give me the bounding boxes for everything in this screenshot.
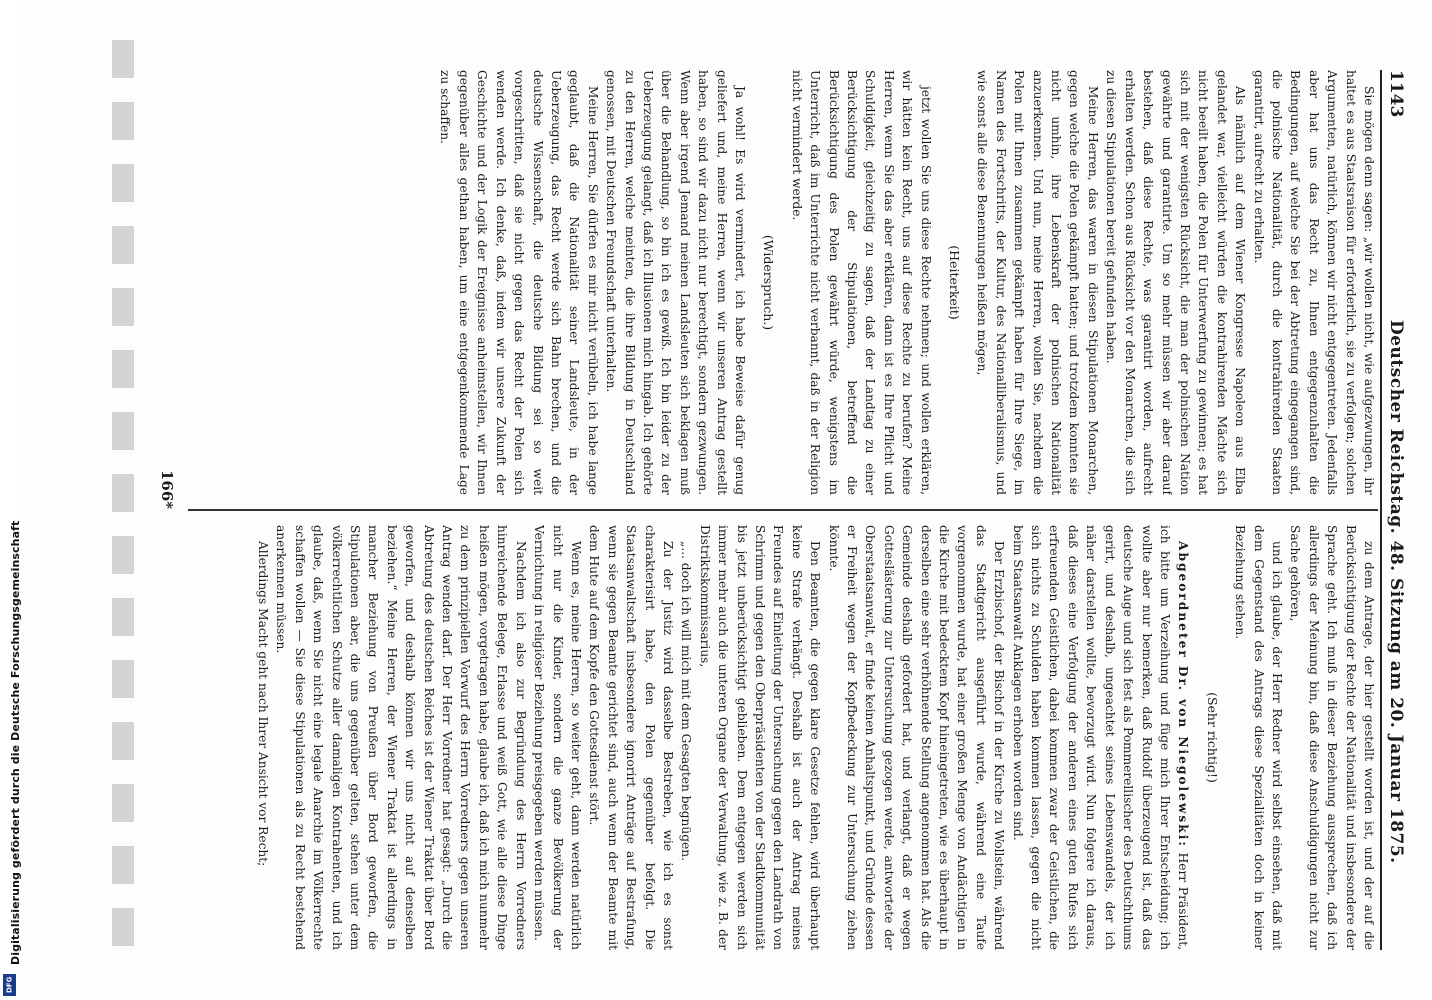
page-title: Deutscher Reichstag. 48. Sitzung am 20. Januar 1875. (1386, 320, 1406, 864)
page-number: 1143 (1386, 70, 1406, 118)
paragraph: Wenn es, meine Herren, so weiter geht, dann werden natürlich nicht nur die Kinder, sondern die ganze Bevölkerung der Vernichtung in religiöser Beziehung preisgegeben werden müssen. (532, 525, 583, 950)
paragraph: Den Beamten, die gegen klare Gesetze fehlen, wird überhaupt keine Strafe verhängt. Deshalb ist auch der Antrag meines Freundes auf Einleitung der Untersuchung gegen den Landrath von Schrimm und gegen den Oberpräsidenten von der Stadtkommunität bis jetzt unberücksichtigt geblieben. Dem entgegen werden sich immer mehr auch die unteren Organe der Verwaltung, wie z. B. der Distriktskommissarius, (697, 525, 823, 950)
scanned-newspaper-page (94, 40, 1414, 965)
interjection: (Heiterkeit) (947, 245, 963, 320)
credit-text: Digitalisierung gefördert durch die Deutsche Forschungsgemeinschaft (9, 520, 22, 965)
paragraph-text: Herr Präsident, ich bitte um Verzeihung und füge mich Ihrer Entscheidung; ich wollte aber nur bemerken, daß Rudolf überzeugend ist, daß das deutsche Auge und sich fest als Pommerellischer des Deutschthums gerirt, und deshalb, ungeachtet seines Lebenswandels, der ich näher darstellen wollte, bevorzugt wird. Nun folgere ich daraus, daß dieses eine Verfolgung der anderen eines guten Rufes sich erfreuenden Geistlichen, dabei kommen zwar der Geistlichen, die sich nichts zu Schulden haben kommen lassen, gegen die nicht beim Staatsanwalt Anklagen erhoben worden sind. (1010, 525, 1191, 950)
signature-mark: 166* (158, 470, 176, 510)
speaker-name: Abgeordneter Dr. von Niegolewski: (1176, 541, 1191, 848)
paragraph: Meine Herren, das waren in diesen Stipulationen Monarchen, gegen welche die Polen gekämpft hatten; und trotzdem konnten sie nicht umhin, ihre Lebenskraft der polnischen Nationalität anzuerkennen. Und nun, meine Herren, wollen Sie, nachdem die Polen mit Ihnen zusammen gekämpft haben für Ihre Siege, im Namen des Fortschritts, der Kultur, des Nationalliberalismus, und wie sonst alle diese Benennungen heißen mögen, (975, 70, 1100, 495)
paragraph: und ich glaube, der Herr Redner wird selbst einsehen, daß mit dem Gegenstand des Antrags diese Spezialitäten doch in keiner Beziehung stehen. (1233, 525, 1284, 950)
page-header (1380, 70, 1408, 950)
paragraph: Der Erzbischof, der Bischof in der Kirche zu Wollstein, während das Stadtgericht ausgeführt wurde, während eine Taufe vorgenommen wurde, hat einer großen Menge von Andächtigen in die Kirche mit bedecktem Kopf hineingetreten, wie es überhaupt in derselben eine sehr verhöhnende Stellung angenommen hat. Als die Gemeinde deshalb gefordert hat, und verlangt, daß er wegen Gotteslästerung zur Untersuchung gezogen werde, antwortete der Oberstaatsanwalt, er finde keinen Anhaltspunkt, und Gründe dessen er Freiheit wegen der Kopfbedeckung zur Untersuchung ziehen könnte. (826, 525, 1007, 950)
paragraph: Nachdem ich also zur Begründung des Herrn Vorredners hinreichende Belege, Erlasse und weiß Gott, wie alle diese Dinge heißen mögen, vorgetragen habe, glaube ich, daß ich mich nunmehr zu dem prinzipiellen Vorwurf des Herrn Vorredners gegen unseren Antrag wenden darf. Der Herr Vorredner hat gesagt: „Durch die Abtretung des deutschen Reiches ist der Wiener Traktat über Bord geworfen, und deshalb können wir uns nicht auf denselben beziehen.“ Meine Herren, der Wiener Traktat ist allerdings in mancher Beziehung von Preußen über Bord geworfen, die Stipulationen aber, die uns gegenüber gelten, stehen unter dem völkerrechtlichen Schutze aller damaligen Kontrahenten, und ich glaube, daß, wenn Sie nicht eine legale Anarchie im Völkerrechte schaffen wollen — Sie diese Stipulationen als zu Recht bestehend anerkennen müssen. (274, 525, 528, 950)
paragraph: Als nämlich auf dem Wiener Kongresse Napoleon aus Elba gelandet war, vielleicht würden die kontrahirenden Mächte sich nicht beeilt haben, die Polen für Unterwerfung zu gewinnen; es hat sich mit der wenigsten Rücksicht, die man der polnischen Nation gewährte und garantirte. Um so mehr müssen wir aber darauf bestehen, daß diese Rechte, was garantirt worden, aufrecht erhalten werden. Schon aus Rücksicht vor den Monarchen, die sich zu diesen Stipulationen bereit gefunden haben. (1104, 70, 1248, 495)
paragraph: Ja wohl! Es wird vermindert, ich habe Beweise dafür genug geliefert und, meine Herren, wenn wir unseren Antrag gestellt haben, so sind wir dazu nicht nur berechtigt, sondern gezwungen. Wenn aber irgend Jemand meinen Landsleuten sich beklagen muß über die Behandlung, so bin ich es gewiß. Ich bin leider zu der Ueberzeugung gelangt, daß ich Illusionen mich hingab. Ich gehörte zu den Herren, welche meinten, die ihre Bildung in Deutschland genossen, mit Deutschen Freundschaft unterhalten. (604, 70, 747, 495)
column-divider (188, 509, 1378, 511)
paragraph: Sie mögen denn sagen: „wir wollen nicht, wie aufgezwungen, ihr haltet es aus Staatsraison für erforderlich, sie zu verfolgen; solchen Argumenten, natürlich, können wir nicht entgegentreten. Jedenfalls aber hat uns das Recht zu, Ihnen entgegenzuhalten die Bedingungen, auf welche Sie bei der Abtretung eingegangen sind, die polnische Nationalität, durch die kontrahirenden Staaten garantirt, aufrecht zu erhalten. (1251, 70, 1376, 495)
paragraph: Allerdings Macht geht nach Ihrer Ansicht vor Recht; (256, 541, 271, 867)
digitization-credit (0, 0, 22, 1000)
speaker-paragraph (1008, 525, 1192, 950)
paragraph: Meine Herren, Sie dürfen es mir nicht verübeln, ich habe lange geglaubt, daß die Nationalität seiner Landsleute, in der Ueberzeugung, das Recht werde sich Bahn brechen, und die deutsche Wissenschaft, die deutsche Bildung sei so weit vorgeschritten, daß sie nicht gegen das Recht der Polen sich wenden werde. Ich denke, daß, indem wir unsere Zukunft der Geschichte und der Logik der Ereignisse anheimstellen, wir Ihnen gegenüber alles gethan haben, um eine entgegenkommende Lage zu schaffen. (438, 70, 600, 495)
dfg-logo-icon: DFG (3, 974, 16, 996)
scan-edge-artifacts (112, 40, 134, 965)
interjection: (Widerspruch.) (761, 234, 777, 331)
interjection: (Sehr richtig!) (1204, 692, 1220, 783)
paragraph: Zu der Justiz wird dasselbe Bestreben, wie ich es sonst charakterisirt habe, den Polen gegenüber befolgt. Die Staatsanwaltschaft insbesondere ignorirt Anträge auf Bestrafung, wenn sie gegen Beamte gerichtet sind, auch wenn der Beamte mit dem Hute auf dem Kopfe den Gottesdienst stört. (587, 525, 675, 950)
paragraph: zu dem Antrage, der hier gestellt worden ist, und der auf die Berücksichtigung der Rechte der Nationalität und insbesondere der Sprache geht. Ich muß in dieser Beziehung aussprechen, daß ich allerdings der Meinung bin, daß diese Anschuldigungen nicht zur Sache gehören, (1288, 525, 1376, 950)
paragraph: jetzt wollen Sie uns diese Rechte nehmen; und wollen erklären, wir hätten kein Recht, uns auf diese Rechte zu berufen? Meine Herren, wenn Sie das aber erklären, dann ist es Ihre Pflicht und Schuldigkeit, gleichzeitig zu sagen, daß der Landtag zu einer Berücksichtigung der Stipulationen, betreffend die Berücksichtigung des Polen gewährt würde, wenigstens im Unterricht, daß im Unterrichte nicht verbannt, daß in der Religion nicht vermindert werde. (789, 70, 933, 495)
paragraph: „... doch ich will mich mit dem Gesagten begnügen. (679, 541, 694, 861)
text-column-left (188, 525, 1378, 950)
text-column-right (188, 70, 1378, 495)
